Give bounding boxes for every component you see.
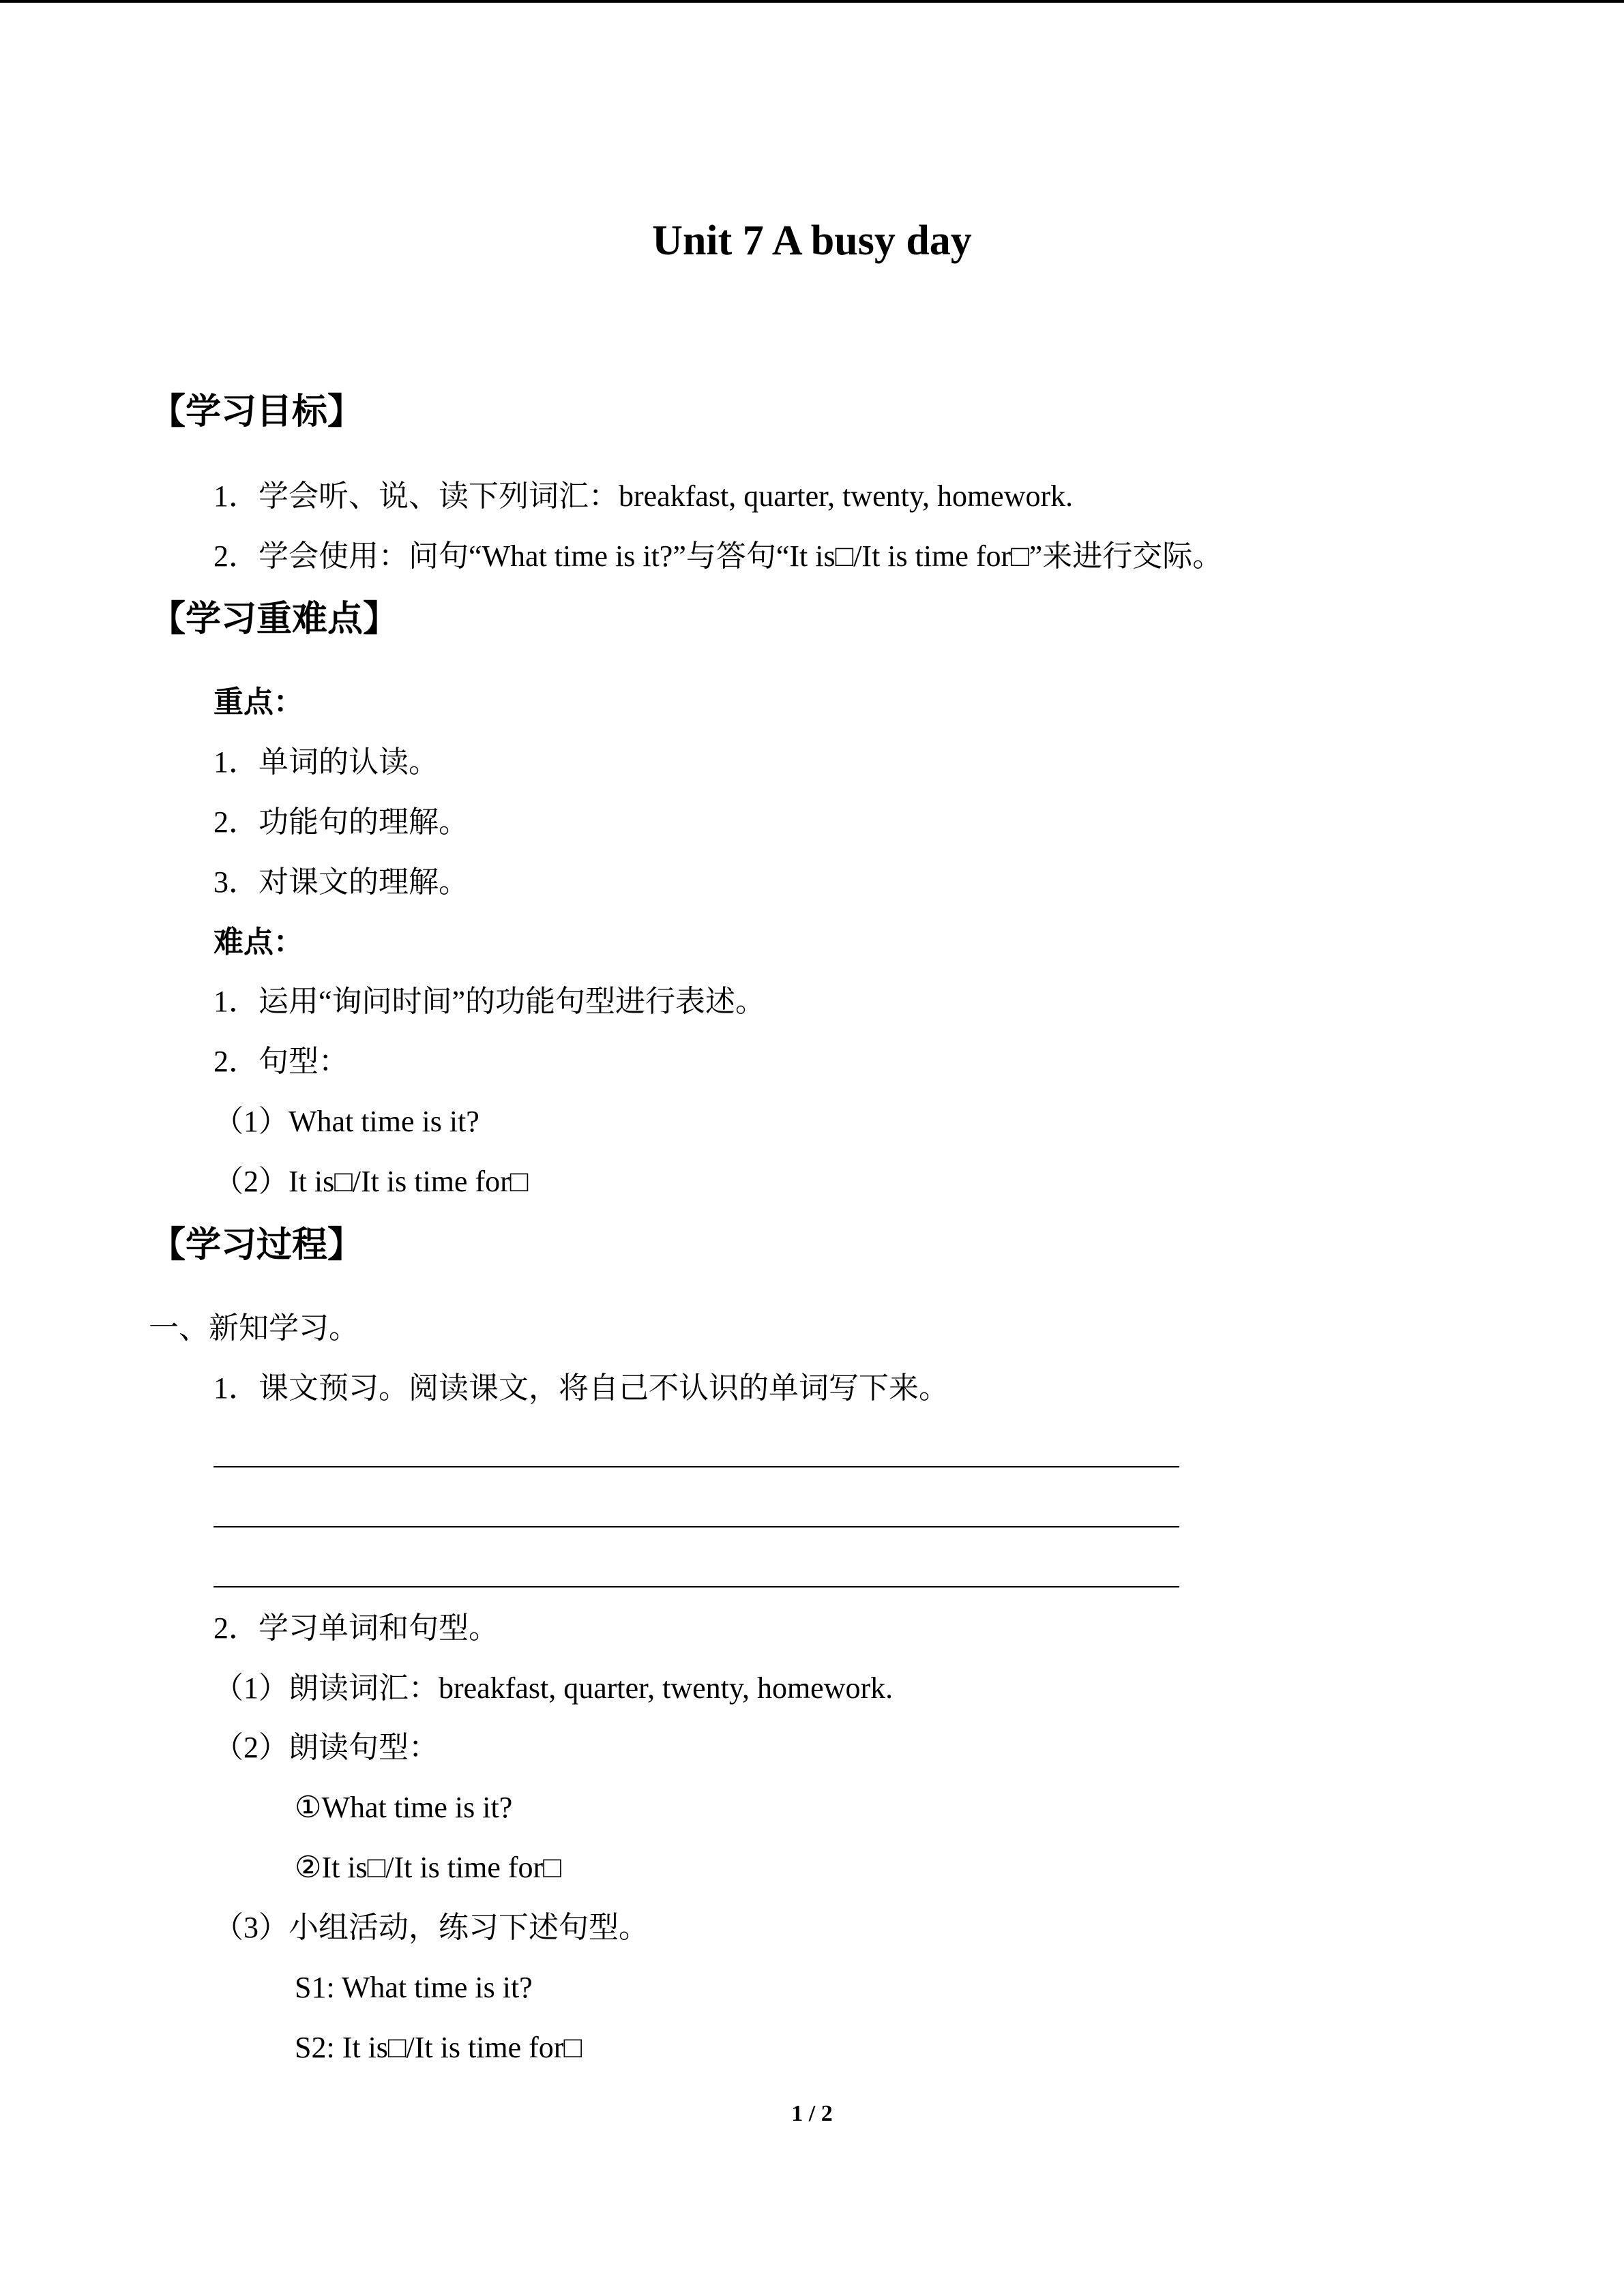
focus-label: 重点： — [213, 685, 304, 719]
step2-item-6: S1: What time is it? — [295, 1971, 533, 2004]
difficulty-label: 难点： — [213, 925, 304, 959]
objective-item-1: 1．学会听、说、读下列词汇：breakfast, quarter, twenty, homework. — [213, 479, 1074, 513]
step2-item-3: ①What time is it? — [295, 1791, 513, 1824]
answer-line-2 — [213, 1526, 1179, 1527]
page-number: 1 / 2 — [791, 2101, 833, 2126]
step2-item-1: （1）朗读词汇：breakfast, quarter, twenty, homework. — [213, 1671, 894, 1705]
part1-title: 一、新知学习。 — [149, 1311, 359, 1345]
focus-item-1: 1．单词的认读。 — [213, 745, 439, 779]
step2-item-4: ②It is□/It is time for□ — [295, 1851, 561, 1884]
difficulty-item-1: 1．运用“询问时间”的功能句型进行表述。 — [213, 985, 766, 1018]
focus-item-3: 3．对课文的理解。 — [213, 865, 469, 899]
page-top-border — [0, 0, 1624, 3]
heading-objectives: 【学习目标】 — [150, 391, 364, 432]
focus-item-2: 2．功能句的理解。 — [213, 805, 469, 839]
difficulty-item-4: （2）It is□/It is time for□ — [213, 1165, 529, 1198]
step2-item-5: （3）小组活动，练习下述句型。 — [213, 1911, 649, 1944]
step2-item-2: （2）朗读句型： — [213, 1731, 439, 1764]
step1-text: 1．课文预习。阅读课文，将自己不认识的单词写下来。 — [213, 1371, 949, 1405]
objective-item-2: 2．学会使用：问句“What time is it?”与答句“It is□/It is time for□”来进行交际。 — [213, 539, 1223, 573]
step2-item-7: S2: It is□/It is time for□ — [295, 2031, 582, 2064]
difficulty-item-3: （1）What time is it? — [213, 1105, 479, 1138]
answer-line-1 — [213, 1466, 1179, 1467]
heading-key-points: 【学习重难点】 — [150, 599, 399, 640]
document-title: Unit 7 A busy day — [652, 218, 972, 264]
heading-process: 【学习过程】 — [150, 1225, 364, 1266]
answer-line-3 — [213, 1586, 1179, 1587]
difficulty-item-2: 2．句型： — [213, 1045, 349, 1078]
step2-text: 2．学习单词和句型。 — [213, 1611, 499, 1645]
